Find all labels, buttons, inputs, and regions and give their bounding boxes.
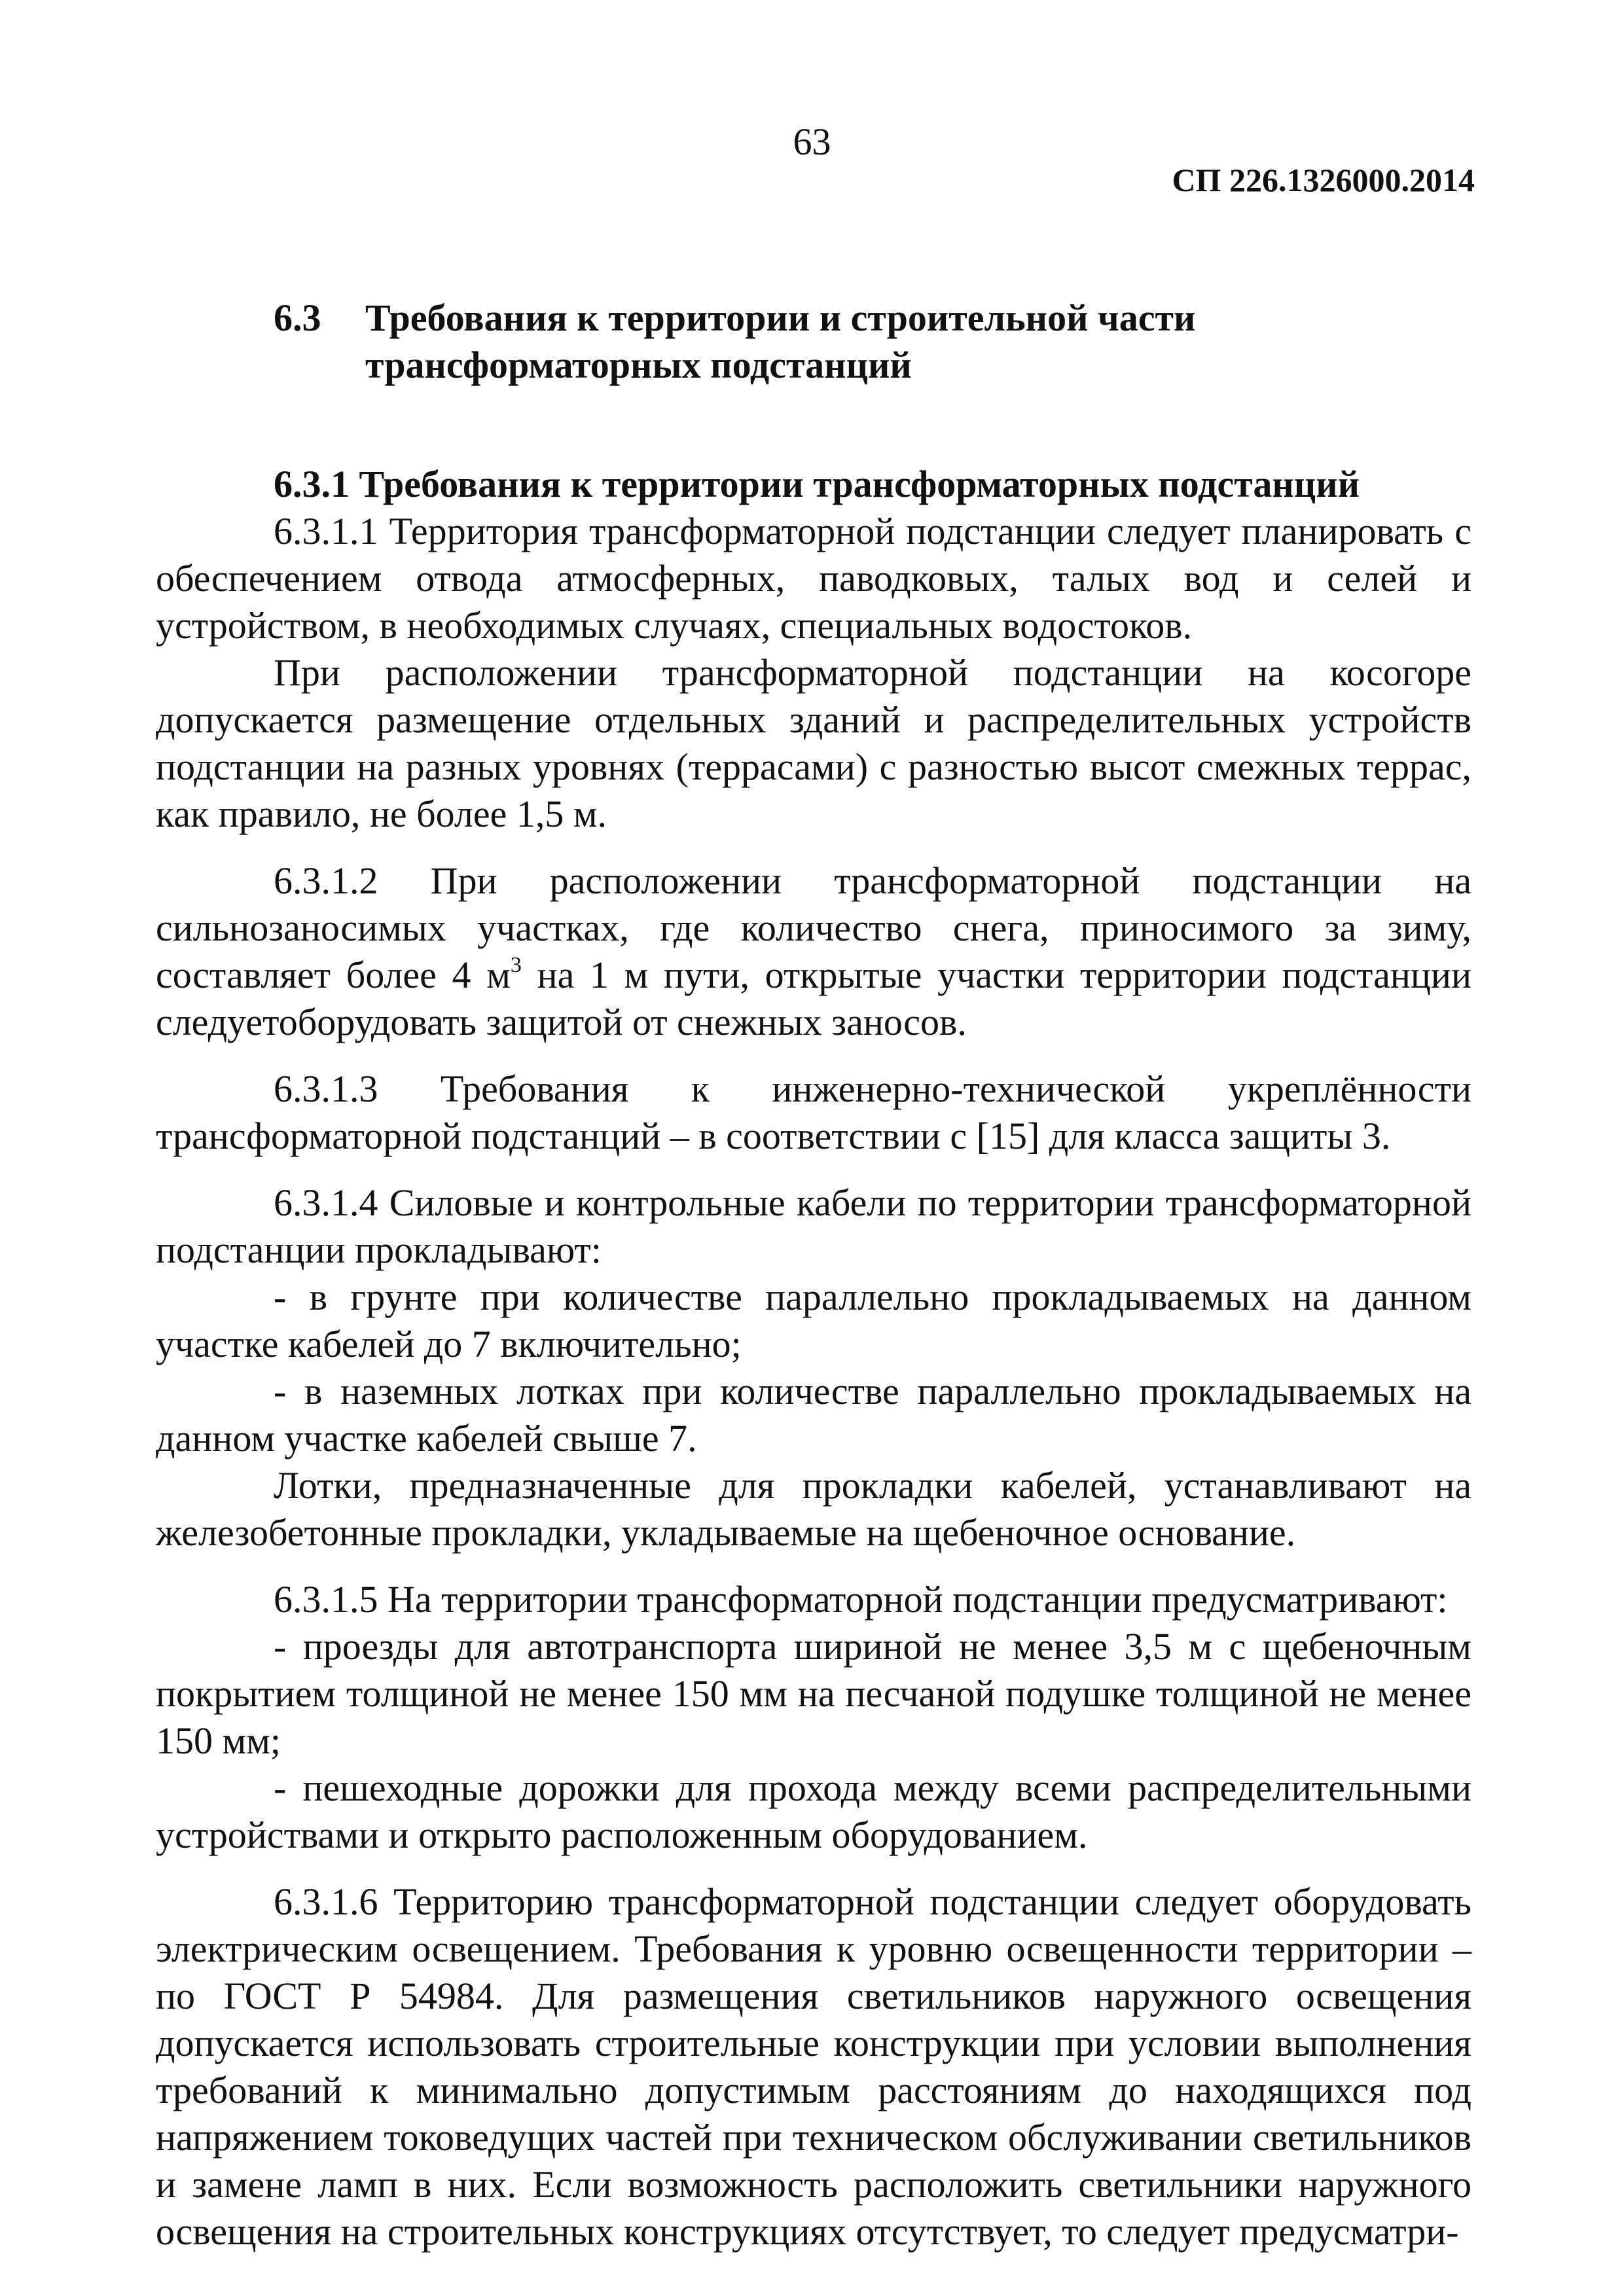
section-title: Требования к территории и строительной части трансформаторных подстанций xyxy=(365,296,1196,386)
section-number: 6.3 xyxy=(274,296,321,339)
superscript-3: 3 xyxy=(510,952,522,977)
list-item-footpaths: - пешеходные дорожки для прохода между всеми распределительными устройствами и открыто расположенным оборудованием. xyxy=(156,1767,1471,1856)
paragraph-6-3-1-3: 6.3.1.3 Требования к инженерно-технической укреплённости трансформаторной подстанций – в соответствии с [15] для класса защиты 3. xyxy=(156,1067,1471,1157)
paragraph-trays: Лотки, предназначенные для прокладки кабелей, устанавливают на железобетонные прокладки, укладываемые на щебеночное основание. xyxy=(156,1464,1471,1554)
list-item-trays: - в наземных лотках при количестве параллельно прокладываемых на данном участке кабелей свыше 7. xyxy=(156,1370,1471,1460)
paragraph-6-3-1-6: 6.3.1.6 Территорию трансформаторной подстанции следует оборудовать электрическим освещением. Требования к уровню освещенности территории – по ГОСТ Р 54984. Для размещения светильников наружного освещения допускается использовать строительные конструкции при условии выполнения требований к минимально допустимым расстояниям до находящихся под напряжением токоведущих частей при техническом обслуживании светильников и замене ламп в них. Если возможность расположить светильники наружного освещения на строительных конструкциях отсутствует, то следует предусматри- xyxy=(156,1880,1471,2253)
paragraph-6-3-1-5: 6.3.1.5 На территории трансформаторной подстанции предусматривают: xyxy=(274,1578,1448,1621)
page-content xyxy=(156,295,1471,2255)
section-heading xyxy=(156,295,1471,389)
subsection-heading: 6.3.1 Требования к территории трансформаторных подстанций xyxy=(274,463,1360,505)
page-number: 63 xyxy=(793,120,831,163)
paragraph-6-3-1-4: 6.3.1.4 Силовые и контрольные кабели по территории трансформаторной подстанции прокладывают: xyxy=(156,1181,1471,1271)
paragraph-slope: При расположении трансформаторной подстанции на косогоре допускается размещение отдельных зданий и распределительных устройств подстанции на разных уровнях (террасами) с разностью высот смежных террас, как правило, не более 1,5 м. xyxy=(156,651,1471,835)
paragraph-6-3-1-1: 6.3.1.1 Территория трансформаторной подстанции следует планировать с обеспечением отвода атмосферных, паводковых, талых вод и селей и устройством, в необходимых случаях, специальных водостоков. xyxy=(156,510,1471,647)
paragraph-6-3-1-2 xyxy=(156,857,1471,1046)
document-code: СП 226.1326000.2014 xyxy=(1172,162,1475,198)
paragraph-6-3-1-2-part-a: 6.3.1.2 При расположении трансформаторной подстанции на сильнозаносимых участках, где количество снега, приносимого за зиму, составляет более 4 м xyxy=(156,859,1471,996)
paragraph-6-3-1-2-part-b: на 1 м пути, открытые участки территории подстанции следуетоборудовать защитой от снежных заносов. xyxy=(156,954,1471,1043)
list-item-driveways: - проезды для автотранспорта шириной не менее 3,5 м с щебеночным покрытием толщиной не менее 150 мм на песчаной подушке толщиной не менее 150 мм; xyxy=(156,1625,1471,1762)
list-item-ground: - в грунте при количестве параллельно прокладываемых на данном участке кабелей до 7 включительно; xyxy=(156,1276,1471,1365)
